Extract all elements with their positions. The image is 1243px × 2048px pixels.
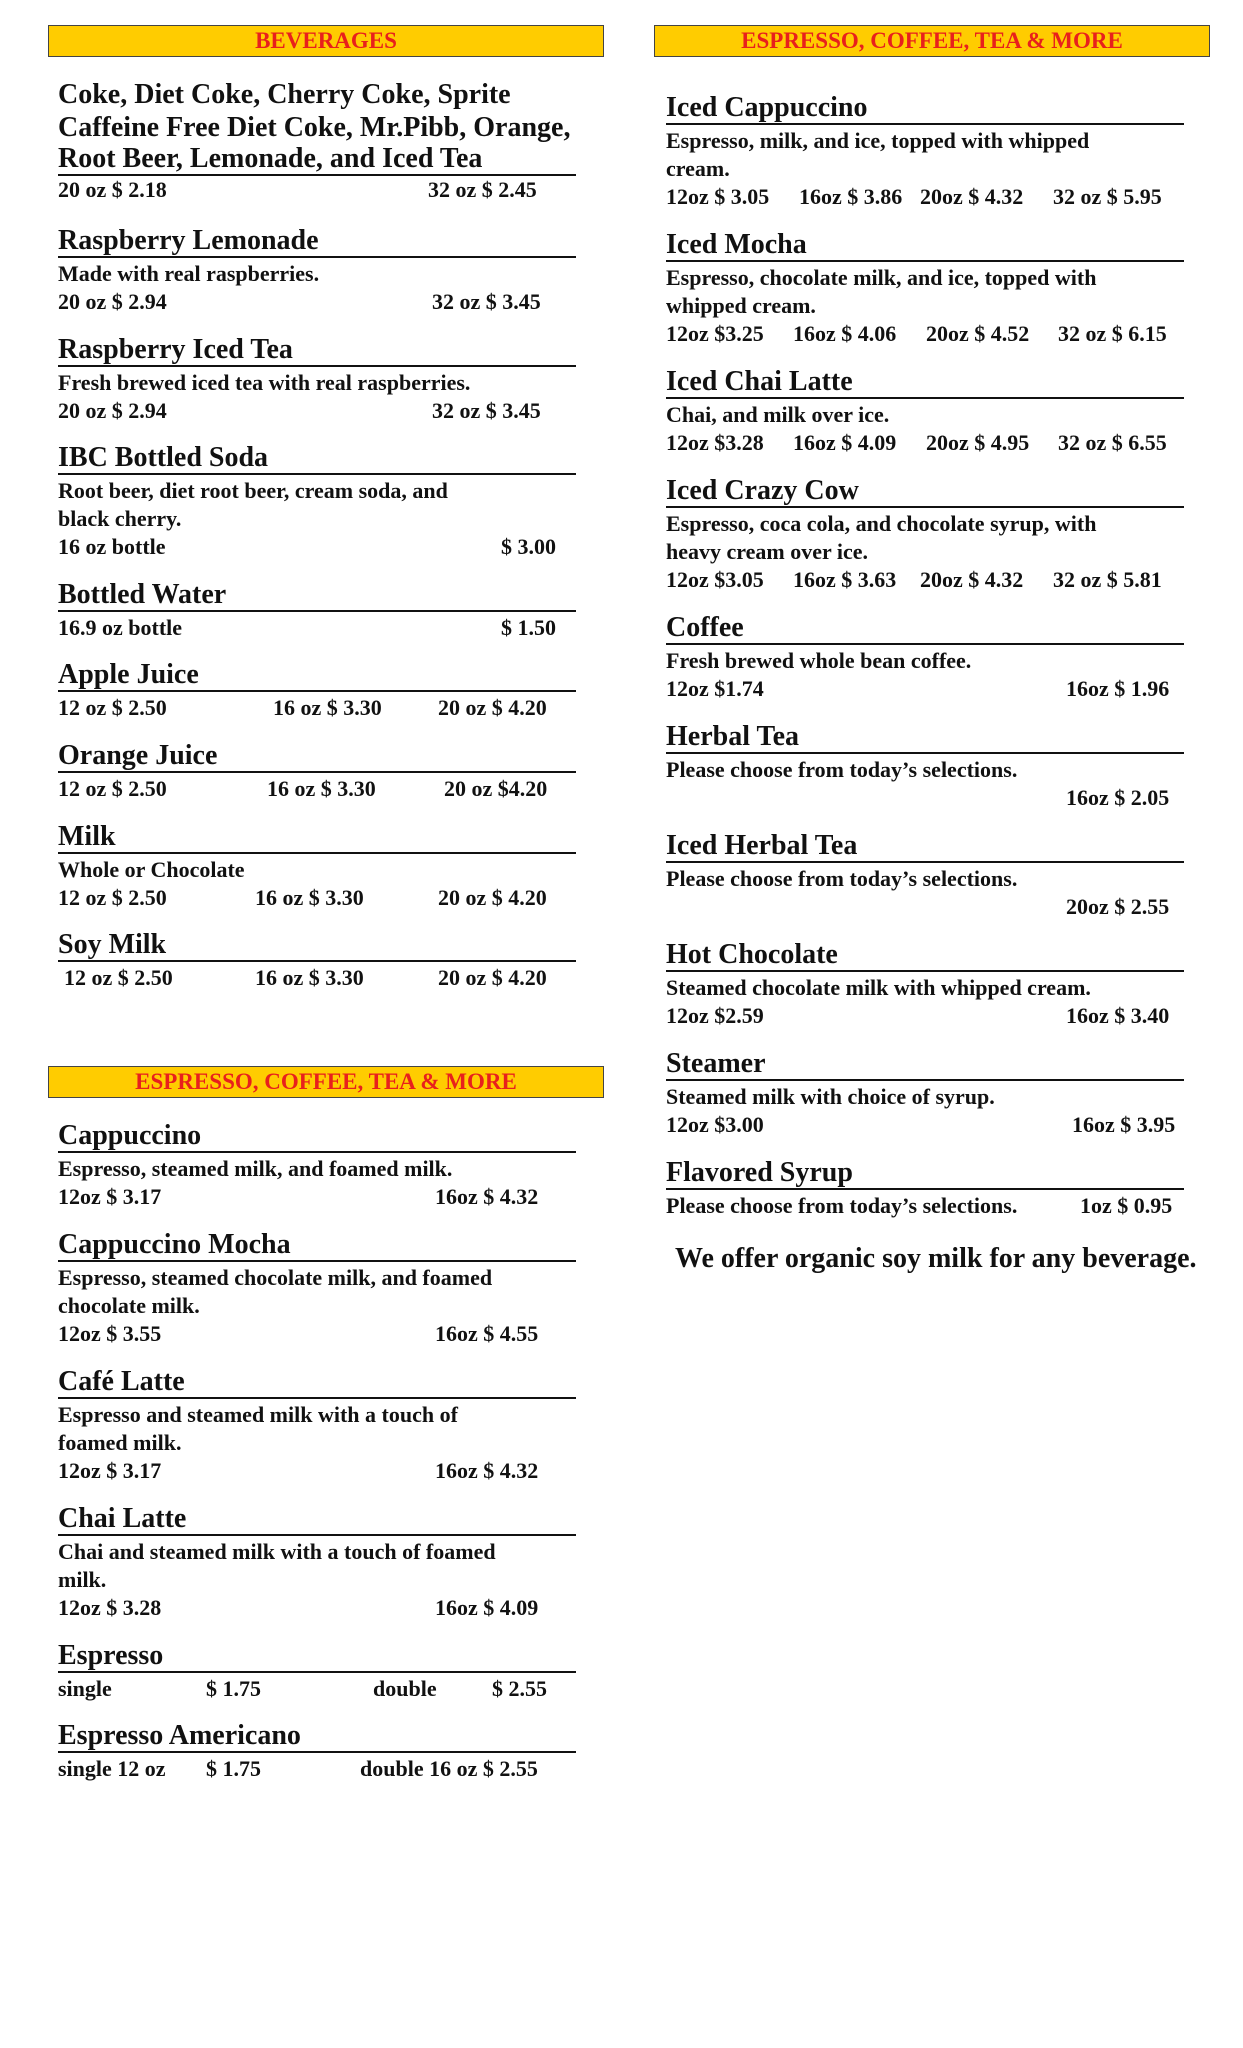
item-title: Iced Chai Latte [666, 367, 1184, 399]
item-description: Steamed milk with choice of syrup. [666, 1084, 995, 1109]
price: double 16 oz $ 2.55 [360, 1756, 538, 1781]
price: 32 oz $ 5.95 [1053, 184, 1162, 209]
item-title: Espresso Americano [58, 1721, 576, 1753]
price: 32 oz $ 6.15 [1058, 321, 1167, 346]
item-title: Iced Crazy Cow [666, 476, 1184, 508]
item-title: Iced Cappuccino [666, 93, 1184, 125]
menu-item-chai-latte [58, 1504, 576, 1622]
price: 20 oz $ 4.20 [438, 965, 547, 990]
price: 20 oz $ 2.94 [58, 398, 167, 423]
price: 20 oz $ 2.94 [58, 289, 167, 314]
price: 20 oz $ 4.20 [438, 695, 547, 720]
item-description: Root beer, diet root beer, cream soda, and [58, 478, 448, 503]
price: $ 1.50 [501, 615, 556, 640]
menu-item-espresso [58, 1641, 576, 1703]
menu-item-coffee [666, 613, 1184, 703]
price: 12oz $3.28 [666, 430, 764, 455]
item-description: Please choose from today’s selections. [666, 866, 1018, 891]
price: 16oz $ 1.96 [1066, 676, 1170, 701]
item-title: Iced Mocha [666, 230, 1184, 262]
price: $ 2.55 [492, 1676, 547, 1701]
item-title: Iced Herbal Tea [666, 831, 1184, 863]
item-title: IBC Bottled Soda [58, 443, 576, 475]
price: 32 oz $ 6.55 [1058, 430, 1167, 455]
item-description: Espresso, chocolate milk, and ice, topped with [666, 265, 1097, 290]
espresso-banner-left: ESPRESSO, COFFEE, TEA & MORE [48, 1066, 604, 1098]
price: 16oz $ 3.86 [799, 184, 903, 209]
menu-item-iced-cappuccino [666, 93, 1184, 211]
item-description: black cherry. [58, 506, 182, 531]
menu-item-sodas [58, 78, 576, 204]
price: 16oz $ 4.09 [793, 430, 897, 455]
sodas-line-2: Caffeine Free Diet Coke, Mr.Pibb, Orange, [58, 112, 571, 143]
price: 12oz $3.25 [666, 321, 764, 346]
price: 12oz $ 3.17 [58, 1458, 162, 1483]
item-title: Steamer [666, 1049, 1184, 1081]
price: 12oz $3.00 [666, 1112, 764, 1137]
item-title: Soy Milk [58, 930, 576, 962]
price: 16 oz $ 3.30 [255, 885, 364, 910]
menu-item-ibc-bottled-soda [58, 443, 576, 561]
price: 12 oz $ 2.50 [58, 776, 167, 801]
item-title: Chai Latte [58, 1504, 576, 1536]
price: 12 oz $ 2.50 [58, 695, 167, 720]
price: 12oz $ 3.17 [58, 1184, 162, 1209]
item-description: Espresso, milk, and ice, topped with whipped [666, 128, 1090, 153]
item-description: Fresh brewed iced tea with real raspberries. [58, 370, 471, 395]
price: 16 oz $ 3.30 [255, 965, 364, 990]
item-title: Herbal Tea [666, 722, 1184, 754]
price: 12oz $2.59 [666, 1003, 764, 1028]
menu-item-milk [58, 822, 576, 912]
item-title: Espresso [58, 1641, 576, 1673]
price: 16oz $ 3.63 [793, 567, 897, 592]
price-size: single [58, 1676, 112, 1701]
item-title: Raspberry Iced Tea [58, 335, 576, 367]
item-title: Milk [58, 822, 576, 854]
price-size: 16 oz bottle [58, 534, 166, 559]
price: 20 oz $ 2.18 [58, 177, 167, 202]
menu-item-hot-chocolate [666, 940, 1184, 1030]
item-description: Espresso, steamed chocolate milk, and foamed [58, 1265, 493, 1290]
item-title: Cappuccino [58, 1121, 576, 1153]
menu-item-orange-juice [58, 741, 576, 803]
price: 16oz $ 4.32 [435, 1184, 539, 1209]
price: 16oz $ 4.32 [435, 1458, 539, 1483]
price: 16oz $ 4.06 [793, 321, 897, 346]
item-title: Raspberry Lemonade [58, 226, 576, 258]
price: $ 3.00 [501, 534, 556, 559]
menu-item-herbal-tea [666, 722, 1184, 812]
item-description: cream. [666, 156, 730, 181]
beverages-banner: BEVERAGES [48, 25, 604, 57]
price: 12oz $ 3.05 [666, 184, 770, 209]
price: 32 oz $ 5.81 [1053, 567, 1162, 592]
item-description: milk. [58, 1567, 107, 1592]
price: 20oz $ 2.55 [1066, 894, 1170, 919]
price: 12oz $ 3.55 [58, 1321, 162, 1346]
menu-item-espresso-americano [58, 1721, 576, 1783]
item-title: Coffee [666, 613, 1184, 645]
item-description: Please choose from today’s selections. [666, 1193, 1018, 1218]
sodas-line-3: Root Beer, Lemonade, and Iced Tea [58, 144, 576, 176]
item-description: Fresh brewed whole bean coffee. [666, 648, 972, 673]
price: 16oz $ 4.55 [435, 1321, 539, 1346]
menu-item-cafe-latte [58, 1367, 576, 1485]
item-title: Cappuccino Mocha [58, 1230, 576, 1262]
price: 16oz $ 3.95 [1072, 1112, 1176, 1137]
item-title: Apple Juice [58, 660, 576, 692]
menu-item-cappuccino [58, 1121, 576, 1211]
price: 12oz $3.05 [666, 567, 764, 592]
price: 32 oz $ 3.45 [432, 289, 541, 314]
menu-item-raspberry-iced-tea [58, 335, 576, 425]
menu-item-steamer [666, 1049, 1184, 1139]
price-size: 16.9 oz bottle [58, 615, 183, 640]
price: 12 oz $ 2.50 [58, 885, 167, 910]
price-size: single 12 oz [58, 1756, 166, 1781]
item-description: foamed milk. [58, 1430, 182, 1455]
price: 16 oz $ 3.30 [273, 695, 382, 720]
item-title: Orange Juice [58, 741, 576, 773]
price: 20 oz $4.20 [444, 776, 548, 801]
item-title: Café Latte [58, 1367, 576, 1399]
item-title: Flavored Syrup [666, 1158, 1184, 1190]
price: 12oz $1.74 [666, 676, 764, 701]
price: 12 oz $ 2.50 [64, 965, 173, 990]
price: 20 oz $ 4.20 [438, 885, 547, 910]
price: 20oz $ 4.95 [926, 430, 1030, 455]
price: 20oz $ 4.52 [926, 321, 1030, 346]
sodas-line-1: Coke, Diet Coke, Cherry Coke, Sprite [58, 79, 511, 110]
menu-item-flavored-syrup [666, 1158, 1184, 1220]
price: $ 1.75 [206, 1676, 261, 1701]
price: 16oz $ 2.05 [1066, 785, 1170, 810]
price: 16 oz $ 3.30 [267, 776, 376, 801]
menu-item-iced-chai-latte [666, 367, 1184, 457]
item-description: heavy cream over ice. [666, 539, 868, 564]
price: $ 1.75 [206, 1756, 261, 1781]
menu-item-raspberry-lemonade [58, 226, 576, 316]
item-description: Espresso, steamed milk, and foamed milk. [58, 1156, 453, 1181]
item-description: chocolate milk. [58, 1293, 200, 1318]
item-description: Steamed chocolate milk with whipped cream. [666, 975, 1091, 1000]
price: 32 oz $ 2.45 [428, 177, 537, 202]
menu-item-iced-herbal-tea [666, 831, 1184, 921]
price: 12oz $ 3.28 [58, 1595, 162, 1620]
price: 16oz $ 3.40 [1066, 1003, 1170, 1028]
price: 20oz $ 4.32 [920, 184, 1024, 209]
price: 16oz $ 4.09 [435, 1595, 539, 1620]
menu-item-iced-mocha [666, 230, 1184, 348]
item-description: Chai and steamed milk with a touch of foamed [58, 1539, 496, 1564]
item-description: Espresso, coca cola, and chocolate syrup, with [666, 511, 1097, 536]
item-description: Chai, and milk over ice. [666, 402, 890, 427]
item-description: Whole or Chocolate [58, 857, 245, 882]
item-title: Bottled Water [58, 580, 576, 612]
item-title: Hot Chocolate [666, 940, 1184, 972]
item-description: Espresso and steamed milk with a touch of [58, 1402, 458, 1427]
menu-item-soy-milk [58, 930, 576, 992]
price: 20oz $ 4.32 [920, 567, 1024, 592]
menu-item-cappuccino-mocha [58, 1230, 576, 1348]
menu-item-bottled-water [58, 580, 576, 642]
espresso-banner-right: ESPRESSO, COFFEE, TEA & MORE [654, 25, 1210, 57]
soy-milk-note: We offer organic soy milk for any beverage. [675, 1243, 1197, 1274]
menu-item-iced-crazy-cow [666, 476, 1184, 594]
item-description: Please choose from today’s selections. [666, 757, 1018, 782]
price: 32 oz $ 3.45 [432, 398, 541, 423]
item-description: whipped cream. [666, 293, 816, 318]
price-size: double [373, 1676, 437, 1701]
price: 1oz $ 0.95 [1080, 1193, 1173, 1218]
item-description: Made with real raspberries. [58, 261, 320, 286]
menu-item-apple-juice [58, 660, 576, 722]
